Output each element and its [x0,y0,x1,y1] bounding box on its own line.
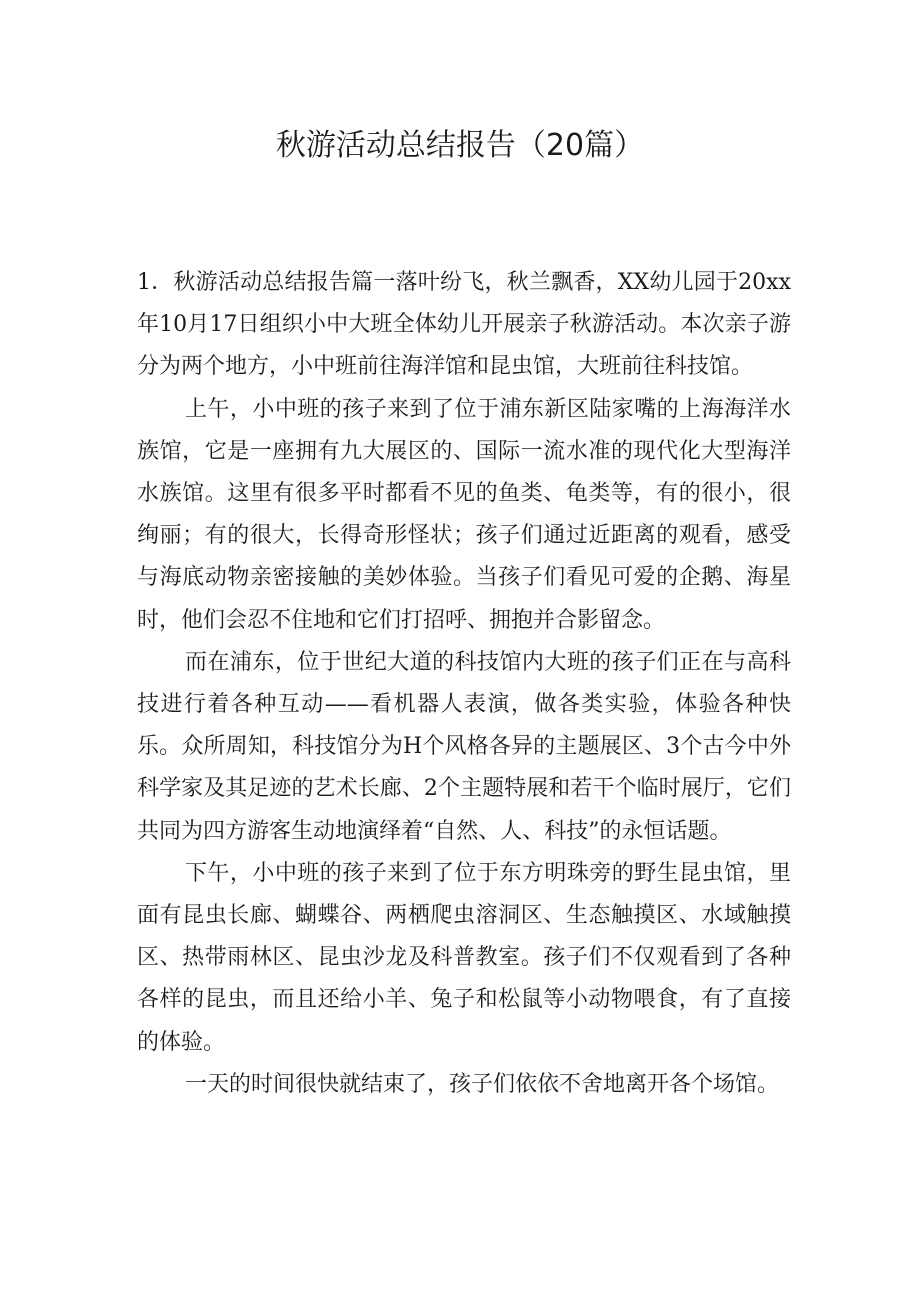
paragraph-1: 1．秋游活动总结报告篇一落叶纷飞，秋兰飘香，XX幼儿园于20xx年10月17日组织小中大班全体幼儿开展亲子秋游活动。本次亲子游分为两个地方，小中班前往海洋馆和昆虫馆，大班前往科技馆。 [137,270,791,380]
paragraph-5: 一天的时间很快就结束了，孩子们依依不舍地离开各个场馆。 [185,1071,780,1097]
paragraph-4: 下午，小中班的孩子来到了位于东方明珠旁的野生昆虫馆，里面有昆虫长廊、蝴蝶谷、两栖爬虫溶洞区、生态触摸区、水域触摸区、热带雨林区、昆虫沙龙及科普教室。孩子们不仅观看到了各种各样的昆虫，而且还给小羊、兔子和松鼠等小动物喂食，有了直接的体验。 [137,860,791,1055]
paragraph-3: 而在浦东，位于世纪大道的科技馆内大班的孩子们正在与高科技进行着各种互动——看机器人表演，做各类实验，体验各种快乐。众所周知，科技馆分为H个风格各异的主题展区、3个古今中外科学家及其足迹的艺术长廊、2个主题特展和若干个临时展厅，它们共同为四方游客生动地演绎着“自然、人、科技”的永恒话题。 [137,649,791,844]
document-body [137,262,791,1106]
document-title: 秋游活动总结报告（20篇） [275,128,645,163]
paragraph-2: 上午，小中班的孩子来到了位于浦东新区陆家嘴的上海海洋水族馆，它是一座拥有九大展区的、国际一流水准的现代化大型海洋水族馆。这里有很多平时都看不见的鱼类、龟类等，有的很小，很绚丽；有的很大，长得奇形怪状；孩子们通过近距离的观看，感受与海底动物亲密接触的美妙体验。当孩子们看见可爱的企鹅、海星时，他们会忍不住地和它们打招呼、拥抱并合影留念。 [137,396,791,633]
